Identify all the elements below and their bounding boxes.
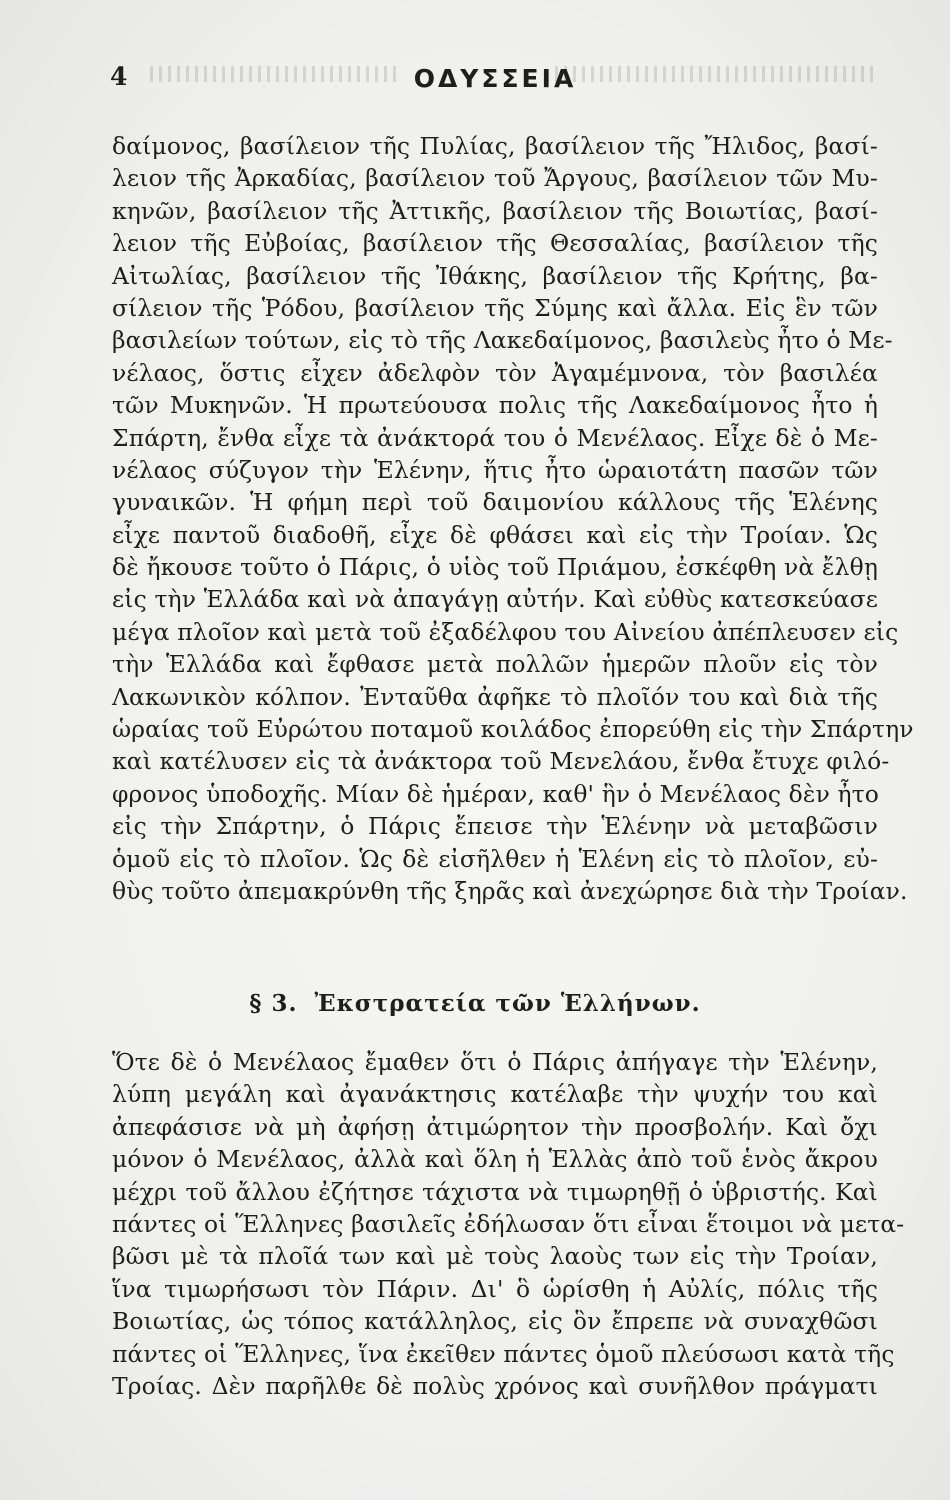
- paragraph-2: [112, 1046, 905, 1402]
- text-line: Σπάρτη, ἔνθα εἶχε τὰ ἀνάκτορά του ὁ Μενέλαος. Εἶχε δὲ ὁ Με-: [112, 423, 878, 452]
- text-line: δαίμονος, βασίλειον τῆς Πυλίας, βασίλειον τῆς Ἤλιδος, βασί-: [112, 132, 878, 160]
- text-line: βασιλείων τούτων, εἰς τὸ τῆς Λακεδαίμονος, βασιλεὺς ἦτο ὁ Με-: [112, 326, 893, 355]
- text-line: ἵνα τιμωρήσωσι τὸν Πάριν. Δι' ὃ ὡρίσθη ἡ Αὐλίς, πόλις τῆς: [112, 1274, 878, 1303]
- paragraph-1: [112, 130, 914, 907]
- text-line: σίλειον τῆς Ῥόδου, βασίλειον τῆς Σύμης καὶ ἄλλα. Εἰς ἓν τῶν: [112, 293, 878, 322]
- text-line: ὁμοῦ εἰς τὸ πλοῖον. Ὡς δὲ εἰσῆλθεν ἡ Ἑλένη εἰς τὸ πλοῖον, εὐ-: [112, 844, 878, 873]
- text-line: κηνῶν, βασίλειον τῆς Ἀττικῆς, βασίλειον τῆς Βοιωτίας, βασί-: [112, 196, 878, 225]
- text-line: Βοιωτίας, ὡς τόπος κατάλληλος, εἰς ὃν ἔπρεπε νὰ συναχθῶσι: [112, 1307, 878, 1336]
- section-heading: [0, 990, 950, 1017]
- section-title: Ἐκστρατεία τῶν Ἑλλήνων.: [314, 990, 701, 1017]
- text-line: καὶ κατέλυσεν εἰς τὰ ἀνάκτορα τοῦ Μενελάου, ἔνθα ἔτυχε φιλό-: [112, 747, 890, 776]
- text-line: ἀπεφάσισε νὰ μὴ ἀφήσῃ ἀτιμώρητον τὴν προσβολήν. Καὶ ὄχι: [112, 1112, 878, 1141]
- text-line: νέλαος, ὅστις εἶχεν ἀδελφὸν τὸν Ἀγαμέμνονα, τὸν βασιλέα: [112, 358, 878, 387]
- text-line: Τροίας. Δὲν παρῆλθε δὲ πολὺς χρόνος καὶ συνῆλθον πράγματι: [112, 1371, 878, 1400]
- page-header: [110, 62, 880, 102]
- text-line: λειον τῆς Ἀρκαδίας, βασίλειον τοῦ Ἄργους, βασίλειον τῶν Μυ-: [112, 164, 878, 193]
- text-line: μόνον ὁ Μενέλαος, ἀλλὰ καὶ ὅλη ἡ Ἑλλὰς ἀπὸ τοῦ ἑνὸς ἄκρου: [112, 1145, 878, 1174]
- text-line: πάντες οἱ Ἕλληνες, ἵνα ἐκεῖθεν πάντες ὁμοῦ πλεύσωσι κατὰ τῆς: [112, 1339, 895, 1368]
- text-line: Ὅτε δὲ ὁ Μενέλαος ἔμαθεν ὅτι ὁ Πάρις ἀπήγαγε τὴν Ἑλένην,: [112, 1048, 878, 1076]
- text-line: μέγα πλοῖον καὶ μετὰ τοῦ ἐξαδέλφου του Αἰνείου ἀπέπλευσεν εἰς: [112, 617, 899, 646]
- text-line: ὡραίας τοῦ Εὐρώτου ποταμοῦ κοιλάδος ἐπορεύθη εἰς τὴν Σπάρτην: [112, 715, 914, 744]
- page-number: 4: [110, 62, 129, 91]
- text-line: δὲ ἤκουσε τοῦτο ὁ Πάρις, ὁ υἱὸς τοῦ Πριάμου, ἐσκέφθη νὰ ἔλθῃ: [112, 553, 878, 582]
- text-line: νέλαος σύζυγον τὴν Ἑλένην, ἥτις ἦτο ὡραιοτάτη πασῶν τῶν: [112, 455, 878, 484]
- text-line: λειον τῆς Εὐβοίας, βασίλειον τῆς Θεσσαλίας, βασίλειον τῆς: [112, 229, 878, 258]
- text-line: βῶσι μὲ τὰ πλοῖά των καὶ μὲ τοὺς λαοὺς των εἰς τὴν Τροίαν,: [112, 1242, 878, 1271]
- text-line: εἰς τὴν Σπάρτην, ὁ Πάρις ἔπεισε τὴν Ἑλένην νὰ μεταβῶσιν: [112, 812, 878, 841]
- text-line: εἰς τὴν Ἑλλάδα καὶ νὰ ἀπαγάγῃ αὐτήν. Καὶ εὐθὺς κατεσκεύασε: [112, 585, 878, 614]
- running-head: ΟΔΥΣΣΕΙΑ: [413, 64, 577, 93]
- text-line: πάντες οἱ Ἕλληνες βασιλεῖς ἐδήλωσαν ὅτι εἶναι ἕτοιμοι νὰ μετα-: [112, 1209, 905, 1238]
- text-line: τῶν Μυκηνῶν. Ἡ πρωτεύουσα πολις τῆς Λακεδαίμονος ἦτο ἡ: [112, 391, 878, 420]
- text-line: μέχρι τοῦ ἄλλου ἐζήτησε τάχιστα νὰ τιμωρηθῇ ὁ ὑβριστής. Καὶ: [112, 1177, 878, 1206]
- text-line: τὴν Ἑλλάδα καὶ ἔφθασε μετὰ πολλῶν ἡμερῶν πλοῦν εἰς τὸν: [112, 650, 878, 679]
- text-line: εἶχε παντοῦ διαδοθῆ, εἶχε δὲ φθάσει καὶ εἰς τὴν Τροίαν. Ὡς: [112, 520, 878, 549]
- text-line: Λακωνικὸν κόλπον. Ἐνταῦθα ἀφῆκε τὸ πλοῖόν του καὶ διὰ τῆς: [112, 682, 878, 711]
- text-line: λύπη μεγάλη καὶ ἀγανάκτησις κατέλαβε τὴν ψυχήν του καὶ: [112, 1080, 878, 1109]
- text-line: θὺς τοῦτο ἀπεμακρύνθη τῆς ξηρᾶς καὶ ἀνεχώρησε διὰ τὴν Τροίαν.: [112, 876, 908, 905]
- text-line: γυναικῶν. Ἡ φήμη περὶ τοῦ δαιμονίου κάλλους τῆς Ἑλένης: [112, 488, 878, 517]
- text-line: Αἰτωλίας, βασίλειον τῆς Ἰθάκης, βασίλειον τῆς Κρήτης, βα-: [112, 261, 878, 290]
- text-line: φρονος ὑποδοχῆς. Μίαν δὲ ἡμέραν, καθ' ἣν ὁ Μενέλαος δὲν ἦτο: [112, 779, 880, 808]
- section-marker: § 3.: [249, 990, 298, 1017]
